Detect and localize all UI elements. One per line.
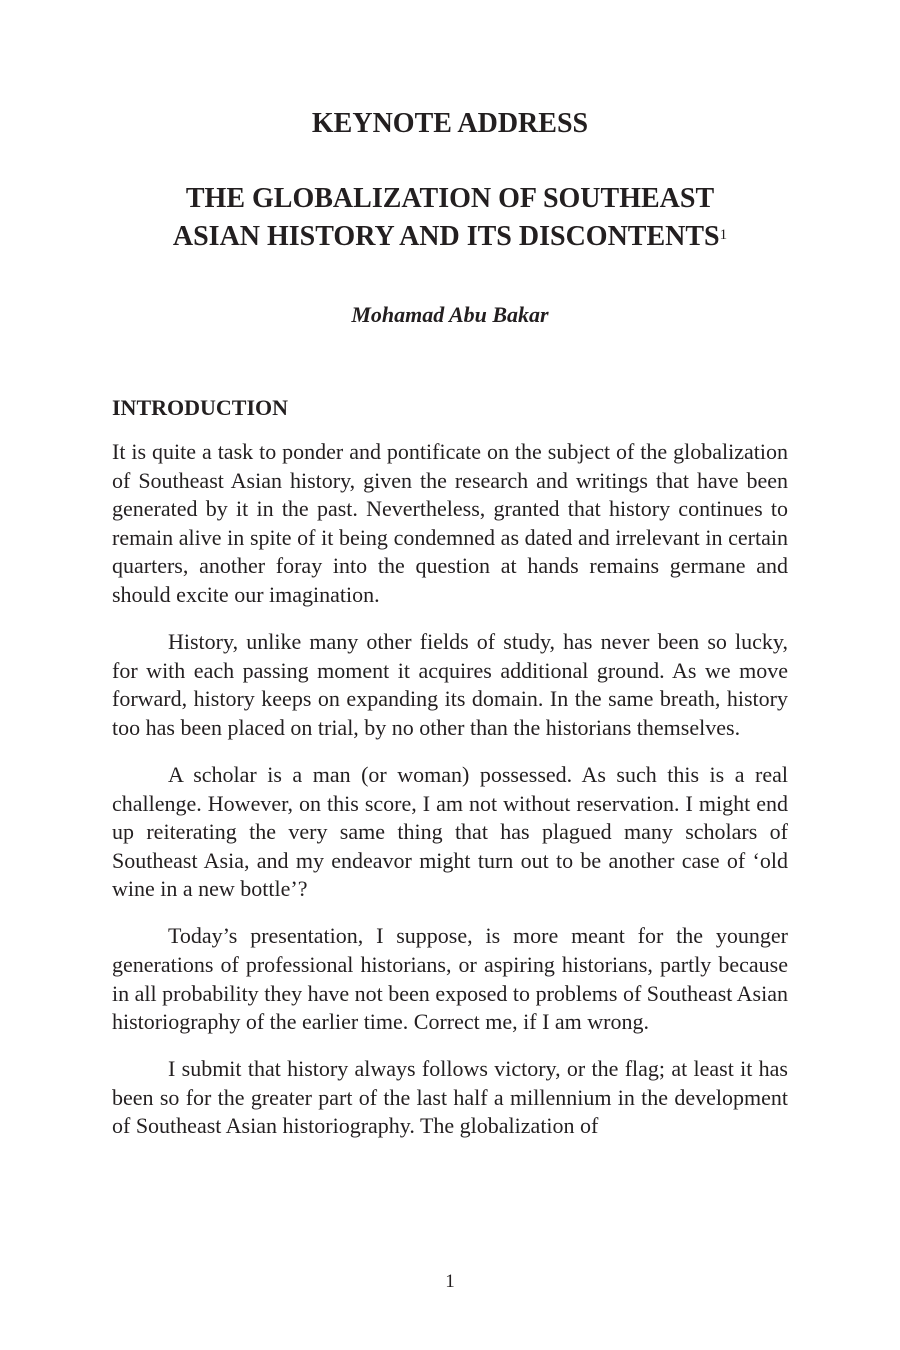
paragraph-4: Today’s presentation, I suppose, is more meant for the younger generations of professional historians, or aspiring historians, partly because in all probability they have not been exposed to problems of Southeast Asian historiography of the earlier time. Correct me, if I am wrong. [112, 923, 788, 1035]
keynote-label: KEYNOTE ADDRESS [311, 108, 589, 139]
section-heading: INTRODUCTION [112, 395, 289, 420]
paragraph-1: It is quite a task to ponder and pontificate on the subject of the globalization of Southeast Asian history, given the research and writings that have been generated by it in the past. Nevertheless, granted that history continues to remain alive in spite of it being condemned as dated and irrelevant in certain quarters, another foray into the question at hands remains germane and should excite our imagination. [112, 439, 788, 607]
paragraph-3: A scholar is a man (or woman) possessed. As such this is a real challenge. However, on this score, I am not without reservation. I might end up reiterating the very same thing that has plagued many scholars of Southeast Asia, and my endeavor might turn out to be another case of ‘old wine in a new bottle’? [112, 761, 788, 902]
paragraph-5: I submit that history always follows victory, or the flag; at least it has been so for the greater part of the last half a millennium in the development of Southeast Asian historiography. The globalization of [112, 1056, 788, 1139]
document-page [112, 0, 788, 1350]
body-text [112, 438, 788, 1160]
title-line-1: THE GLOBALIZATION OF SOUTHEAST [185, 183, 715, 214]
paper-title [112, 180, 788, 256]
title-footnote-marker[interactable]: 1 [719, 227, 728, 243]
page-number: 1 [445, 1271, 455, 1292]
paragraph-2: History, unlike many other fields of study, has never been so lucky, for with each passing moment it acquires additional ground. As we move forward, history keeps on expanding its domain. In the same breath, history too has been placed on trial, by no other than the historians themselves. [112, 629, 788, 740]
title-line-2 [112, 218, 788, 256]
title-line-2-text: ASIAN HISTORY AND ITS DISCONTENTS [172, 221, 720, 252]
author-name: Mohamad Abu Bakar [351, 302, 549, 327]
